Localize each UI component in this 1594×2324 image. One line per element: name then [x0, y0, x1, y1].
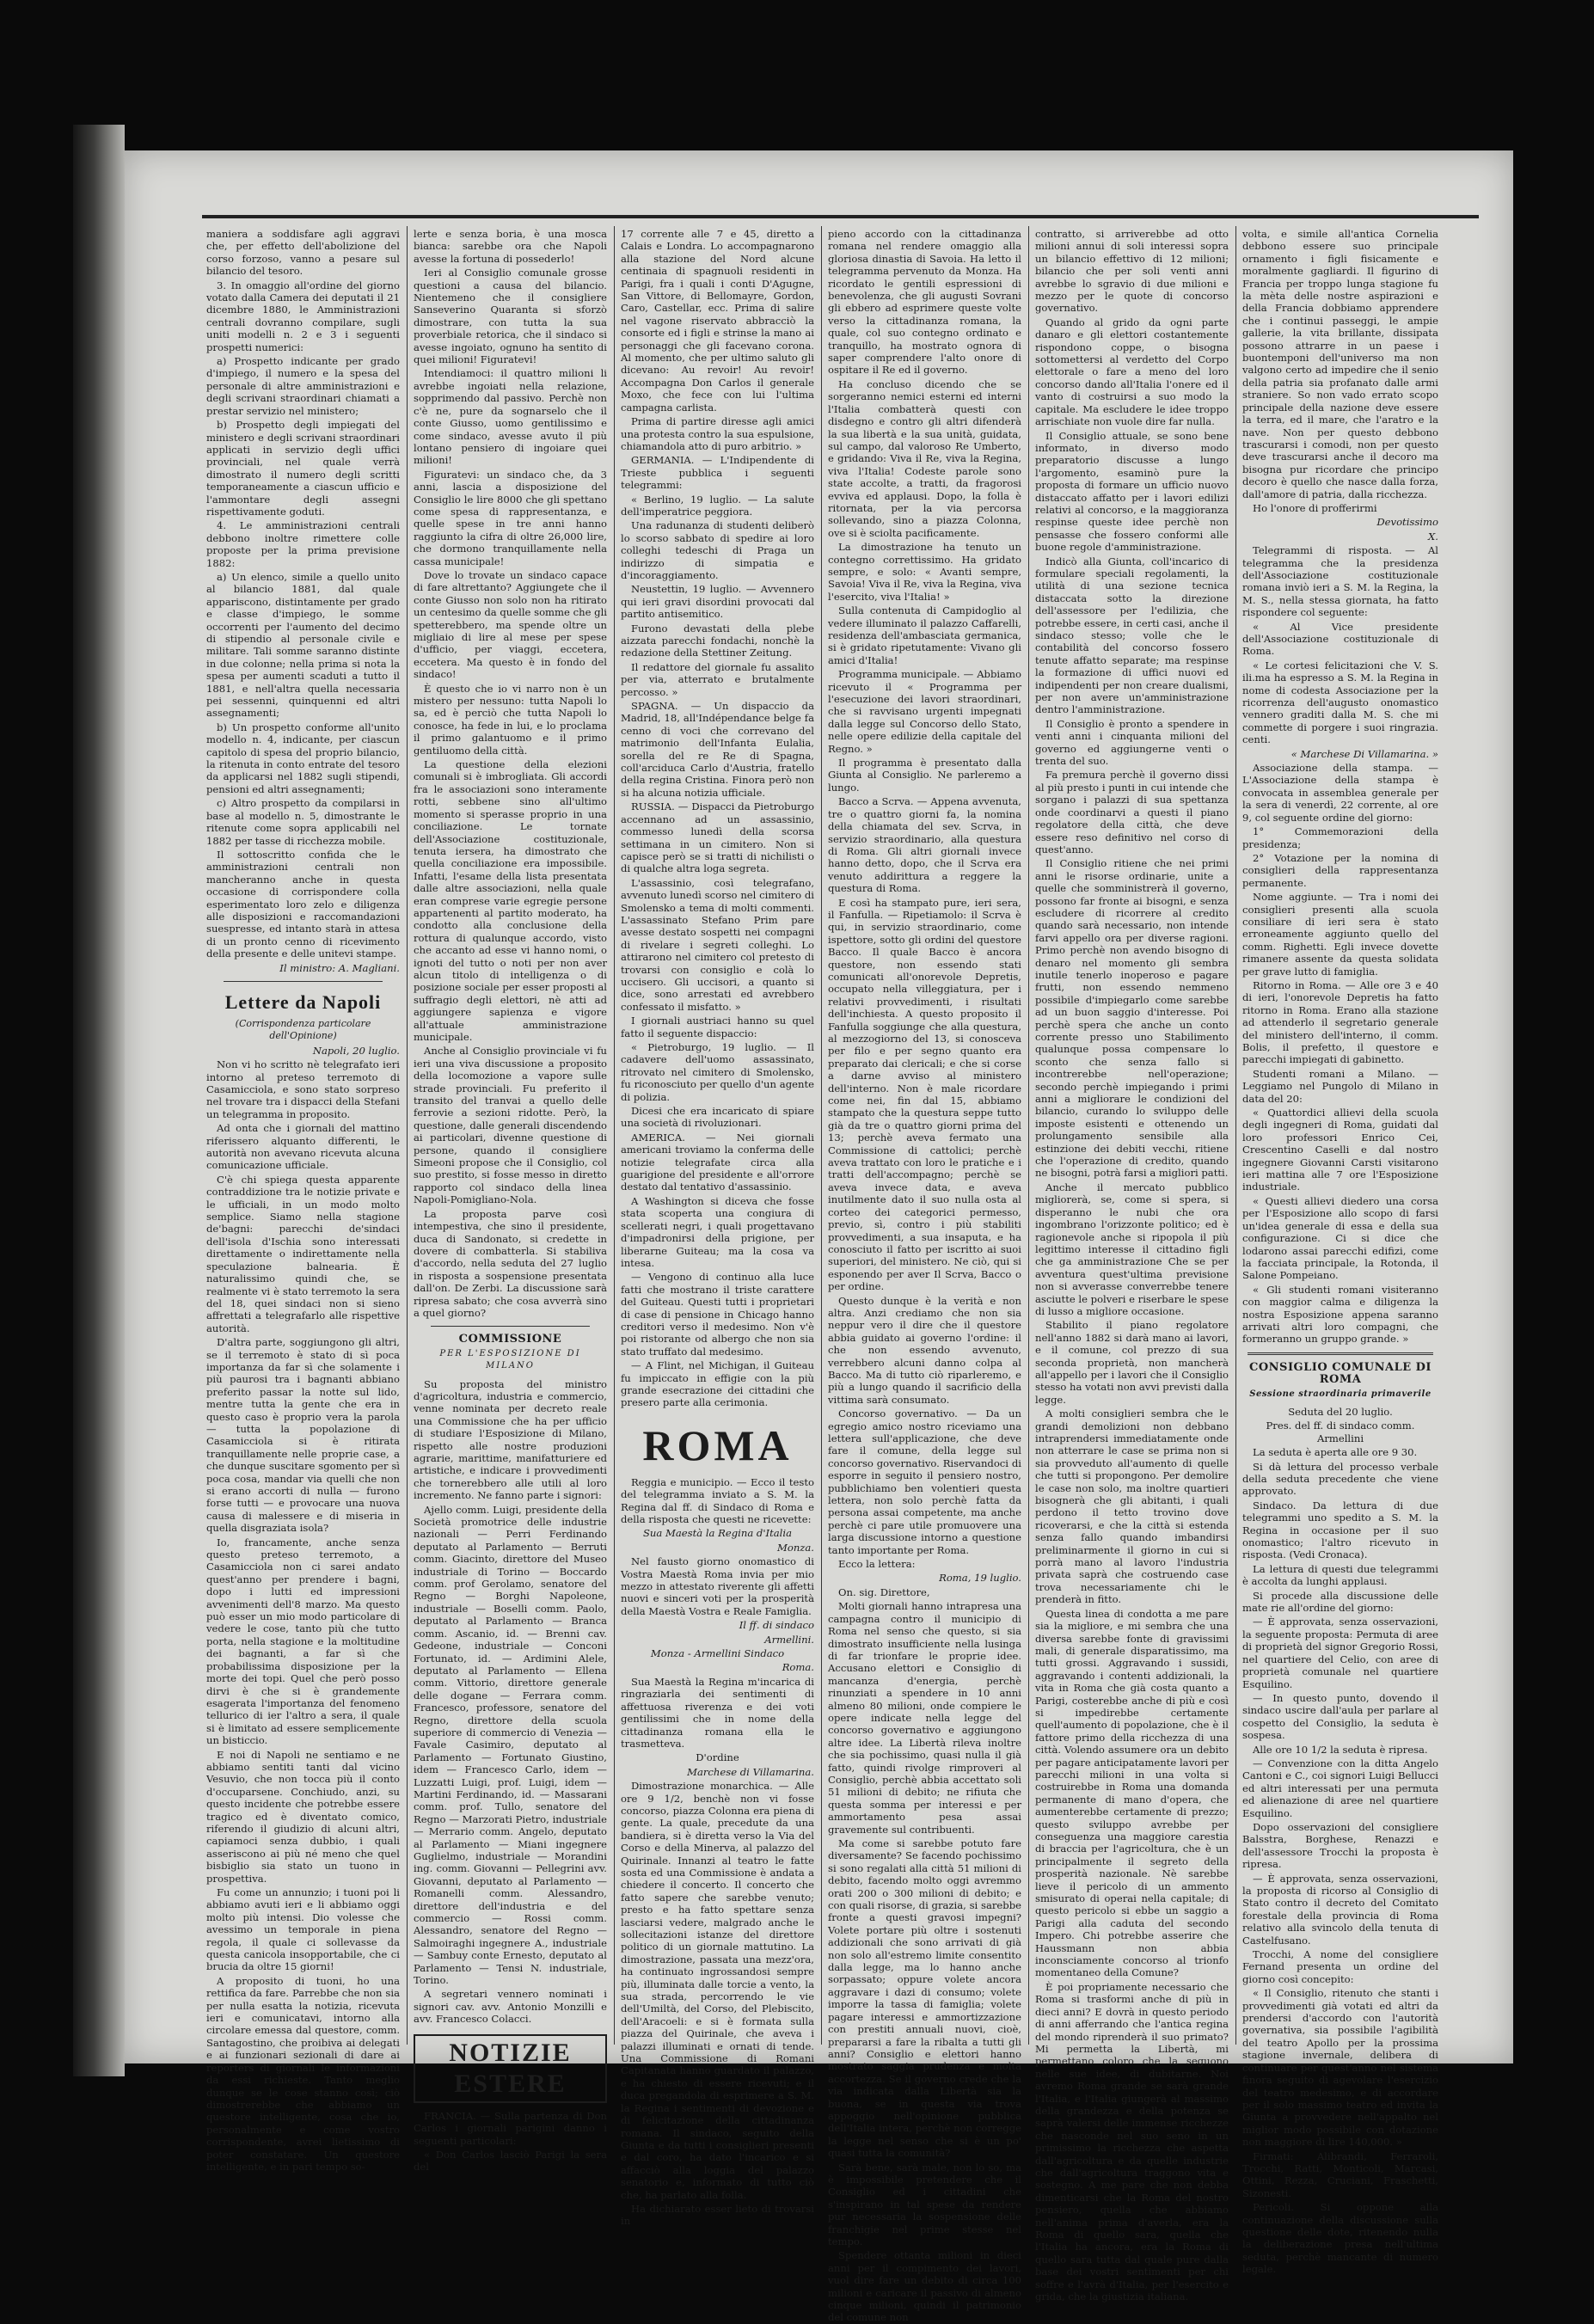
- text-paragraph: « Al Vice presidente dell'Associazione costituzionale di Roma.: [1242, 620, 1438, 658]
- text-paragraph: Associazione della stampa. — L'Associazione della stampa è convocata in assemblea generale per la sera di venerdì, 22 corrente, al ore 9, col seguente ordine del giorno:: [1242, 762, 1438, 824]
- dateline: Roma, 19 luglio.: [939, 1572, 1021, 1585]
- column-separator: [821, 226, 822, 2045]
- text-paragraph: Sulla contenuta di Campidoglio al vedere illuminato il palazzo Caffarelli, residenza dell'ambasciata germanica, si è gridato ripetutamente: Vivano gli amici d'Italia!: [828, 604, 1021, 666]
- text-paragraph: E noi di Napoli ne sentiamo e ne abbiamo sentiti tanti dal vicino Vesuvio, che non tocca più il conto d'occuparsene. Conchiudo, anzi, su questo incidente che potrebbe essere tragico ed è diventato comico, riferendo il giudizio di alcuni altri, capiamoci senza dubbio, i quali asseriscono ai più né meno che quel bisbiglio sia stato un tuono in prospettiva.: [206, 1748, 400, 1885]
- text-paragraph: Firmati: Alibrandi, Ferraroli, Trocchi, Ratti, Monticoli, Marcasi, Ottini, Rezza, Cruciani, Fraschetti, Sizonesti.: [1242, 2149, 1438, 2199]
- section-heading: Lettere da Napoli: [224, 990, 382, 1013]
- text-paragraph: « Berlino, 19 luglio. — La salute dell'imperatrice peggiora.: [621, 493, 814, 518]
- text-paragraph: La proposta parve così intempestiva, che sino il presidente, duca di Sandonato, si credette in dovere di combatterla. Si stabiliva d'accordo, nella seduta del 27 luglio in risposta a sospensione presentata dall'on. De Zerbi. La discussione sarà ripresa sabato; che cosa avverrà sino a quel giorno?: [414, 1207, 607, 1319]
- text-paragraph: Sindaco. Da lettura di due telegrammi uno spedito a S. M. la Regina in occasione per il suo onomastico; l'altro ricevuto in risposta. (Vedi Cronaca).: [1242, 1499, 1438, 1561]
- text-paragraph: Alle ore 10 1/2 la seduta è ripresa.: [1253, 1743, 1428, 1756]
- text-paragraph: « Gli studenti romani visiteranno con maggior calma e diligenza la nostra Esposizione appena saranno arrivati altri loro compagni, che formeranno un gruppo grande. »: [1242, 1283, 1438, 1346]
- text-paragraph: pieno accordo con la cittadinanza romana nel rendere omaggio alla gloriosa dinastia di Savoia. Ha letto il telegramma pervenuto da Monza. Ha ricordato le gentili espressioni di benevolenza, che gli augusti Sovrani gli ebbero ad esprimere queste volte verso la cittadinanza romana, la quale, col suo contegno ordinato e tranquillo, ha mostrato ognora di saper comprendere l'alto onore di ospitare il Re ed il governo.: [828, 228, 1021, 377]
- signature: Il ministro: A. Magliani.: [279, 961, 400, 974]
- text-paragraph: D'altra parte, soggiungono gli altri, se il terremoto è stato di sì poca importanza da far sì che solamente i più paurosi tra i bagnanti abbiano preferito passar la notte sul lido, mentre tutta la gente che era in questo caso è proprio vera la parola — tutta la popolazione di Casamicciola si è ritirata tranquillamente nelle proprie case, a che dunque suscitare sgomento per sì poca cosa, mandar via quelli che non si erano accorti di nulla — furono forse tutti — e provocare una nuova causa di malessere e di miseria in quella disgraziata isola?: [206, 1336, 400, 1535]
- text-paragraph: La seduta è aperta alle ore 9 30.: [1253, 1446, 1418, 1459]
- text-paragraph: FRANCIA. — Sulla partenza di Don Carlos i giornali parigini danno i seguenti particolari:: [414, 2109, 607, 2147]
- text-paragraph: On. sig. Direttore,: [838, 1585, 930, 1598]
- text-paragraph: 4. Le amministrazioni centrali debbono inoltre rimettere colle proposte per la prima previsione 1882:: [206, 519, 400, 569]
- text-paragraph: La questione della elezioni comunali si è imbrogliata. Gli accordi fra le associazioni sono interamente rotti, sebbene sino all'ultimo momento si sperasse proprio in una conciliazione. Le tornate dell'Associazione costituzionale, tenuta iersera, ha dimostrato che quella conciliazione era impossibile. Infatti, l'esame della lista presentata dalle altre associazioni, nella quale eran comprese varie egregie persone appartenenti al partito moderato, ha condotto alla conclusione della rottura di qualunque accordo, visto che accanto ad esse vi hanno nomi, o ignoti del tutto o noti per non aver alcun titolo di intelligenza o di posizione sociale per esser proposti al suffragio degli elettori, nè atti ad aggiungere sapienza e vigore all'attuale amministrazione municipale.: [414, 758, 607, 1043]
- text-paragraph: Non vi ho scritto nè telegrafato ieri intorno al preteso terremoto di Casamicciola, e sono stato sorpreso nel trovare tra i dispacci della Stefani un telegramma in proposito.: [206, 1058, 400, 1120]
- text-paragraph: b) Un prospetto conforme all'unito modello n. 4, indicante, per ciascun capitolo di spesa del proprio bilancio, la ritenuta in conto entrate del tesoro da applicarsi nel 1882 sugli stipendi, pensioni ed altri assegnamenti;: [206, 721, 400, 795]
- text-paragraph: Molti giornali hanno intrapresa una campagna contro il municipio di Roma nel senso che questo, si sia dimostrato insufficiente nella lusinga di far trionfare le proprie idee. Accusano elettori e Consiglio di mancanza d'energia, perchè rinunziati a spendere in 10 anni almeno 80 milioni, onde compiere le opere indicate nella legge del concorso governativo e aggiungono altre idee. La Libertà rileva inoltre che sia pochissimo, quasi nulla il già fatto, quindi rivolge rimproveri al Consiglio, perchè abbia accettato soli 51 milioni di debito; ne rifiuta che questa somma per interessi e per ammortamento pesa assai gravemente sul contribuenti.: [828, 1600, 1021, 1836]
- text-paragraph: C'è chi spiega questa apparente contraddizione tra le notizie private e le ufficiali, in un modo molto semplice. Siamo nella stagione de'bagni: parecchi de'sindaci dell'isola d'Ischia sono interessati direttamente o indirettamente nella speculazione balnearia. È naturalissimo quindi che, se realmente vi è stato terremoto la sera del 18, quei sindaci non si sieno affrettati a telegrafarlo alle rispettive autorità.: [206, 1173, 400, 1334]
- text-paragraph: Ritorno in Roma. — Alle ore 3 e 40 di ieri, l'onorevole Depretis ha fatto ritorno in Roma. Erano alla stazione ad attenderlo il segretario generale del ministero dell'interno, il comm. Bolis, il prefetto, il questore e parecchi impiegati di gabinetto.: [1242, 978, 1438, 1066]
- column-separator: [614, 226, 615, 2045]
- text-paragraph: « Pietroburgo, 19 luglio. — Il cadavere dell'uomo assassinato, ritrovato nel cimitero di Smolensko, fu riconosciuto per quello d'un agente di polizia.: [621, 1041, 814, 1103]
- newspaper-page: [125, 150, 1513, 2324]
- text-paragraph: È poi propriamente necessario che Roma si trasformi anche di più in dieci anni? E dovrà in questo periodo di anni afferrando che l'antica regina del mondo riprenderà il suo primato? Mi permetta la Libertà, mi permettano coloro che la seguono nelle sue idee, di dubitarne. Noi avremo Roma grande se sarà grande l'Italia, e l'Italia giungerà al massimo della grandezza e della potenza se saprà valersi delle immense ricchezze che nasconde nel suo seno in un primissimo la ricchezza che aspetta dall'agricoltura e da quelle industrie che dall'agricoltura traggono vita e sostegno. A me pare che non debba dimenticarsi che la Roma del nostro pensiero, quella che abbiamo nell'anima prima d'averla, era la Roma di quello sara, quella che l'Italia ha ancora, era la Roma di quello sara tutta dal quale pure dalla base dei vostri sentimenti per chi soffre e l'avrà d'Italia, per l'esercito e grida, che la giustizia italiana.: [1035, 1980, 1229, 2303]
- text-paragraph: « Marchese Di Villamarina. »: [1291, 747, 1438, 760]
- text-paragraph: E così ha stampato pure, ieri sera, il Fanfulla. — Ripetiamolo: il Scrva è qui, in servizio straordinario, come ispettore, sotto gli ordini del questore Bacco. Il quale Bacco è ancora questore, non essendo stati comunicati all'onorevole Depretis, occupato nella villeggiatura, per i relativi provvedimenti, i risultati dell'inchiesta. A questo proposito il Fanfulla soggiunge che alla questura, al mezzogiorno del 13, si conosceva per filo e per segno quanto era preparato dai clericali; e che si corse a darne avviso al ministero dell'interno. Non è male ricordare come nei, fin dal 15, abbiamo stampato che la questura seppe tutto già da tre o quattro giorni prima del 13; perchè aveva fermato una Commissione di cattolici; perchè aveva trattato con loro le pratiche e i tratti dell'accompagno; perchè se aveva invece data, e aveva inutilmente dato il suo nulla osta al corteo dei categorici permesso, previo, sì, contro i più stabiliti provvedimenti, a sua insaputa, e ha conosciuto il fatto per iscritto ai suoi superiori, del ministero. Ne ciò, qui si esponendo per aver Il Scrva, Bacco o per ordine.: [828, 896, 1021, 1293]
- text-paragraph: lerte e senza boria, è una mosca bianca: sarebbe ora che Napoli avesse la fortuna di possederlo!: [414, 228, 607, 265]
- column-separator: [407, 226, 408, 2045]
- dateline: Napoli, 20 luglio.: [312, 1044, 400, 1057]
- text-paragraph: Ajello comm. Luigi, presidente della Società promotrice delle industrie nazionali — Perri Ferdinando deputato al Parlamento — Berruti comm. Giacinto, direttore del Museo industriale di Torino — Boccardo comm. prof Gerolamo, senatore del Regno — Borghi Napoleone, industriale — Boselli comm. Paolo, deputato al Parlamento — Branca comm. Ascanio, id. — Brenni cav. Gedeone, industriale — Conconi Fortunato, id. — Ardimini Alele, deputato al Parlamento — Ellena comm. Vittorio, direttore generale delle dogane — Ferrara comm. Francesco, professore, senatore del Regno, direttore della scuola superiore di commercio di Venezia — Favale Casimiro, deputato al Parlamento — Fortunato Giustino, idem — Francesco Carlo, idem — Luzzatti Luigi, prof. Luigi, idem — Martini Ferdinando, id. — Massarani comm. prof. Tullo, senatore del Regno — Marzorati Pietro, industriale — Merrario comm. Angelo, deputato al Parlamento — Miani ingegnere Guglielmo, industriale — Morandini ing. comm. Giovanni — Pellegrini avv. Giovanni, deputato al Parlamento — Romanelli comm. Alessandro, direttore dell'industria e del commercio — Rossi comm. Alessandro, senatore del Regno — Salmoiraghi ingegnere A., industriale — Sambuy conte Ernesto, deputato al Parlamento — Tensi N. industriale, Torino.: [414, 1503, 607, 1987]
- text-paragraph: « Questi allievi diedero una corsa per l'Esposizione allo scopo di farsi un'idea generale di essa e della sua configurazione. Ci si dice che lodarono assai parecchi edifizi, come la facciata principale, la Rotonda, il Salone Pompeiano.: [1242, 1194, 1438, 1282]
- text-paragraph: Sarà bene, sarà male, non lo so, ma è impossibile pretendere che il Consiglio ed i cittadini che s'inspirano in tal spese da rendere pur necessaria la sospensione delle franchigie nel prime stesse nel tempo.: [828, 2161, 1021, 2247]
- text-paragraph: Ma come si sarebbe potuto fare diversamente? Se facendo pochissimo si sono regalati alla città 51 milioni di debito, facendo molto oggi avremmo orati 200 o 300 milioni di debito; e con quali risorse, di grazia, si sarebbe fronte a questi gravosi impegni? Volete portare più oltre i sostenuti addizionali che sono arrivati di già non solo all'estremo limite consentito dalla legge, ma lo hanno anche sorpassato; oppure volete ancora aggravare i dazi di consumo; volete imporre la tassa di famiglia; volete pagare interessi e ammortizzazione con prestiti annuali nuovi, cioè, prepararsi a fare la ribalta a tutti gli anni? Consiglio e elettori hanno mostrato saggia prudenza e molta accortezza. Se il governo crede che la via indicata dalla Libertà sia la buona, se in questa via trova appoggio nell'opinione pubblica dell'Italia intera, perchè non corregge la legge nel senso che si è un po' quasi tutta la comunità?: [828, 1837, 1021, 2160]
- text-paragraph: Reggia e municipio. — Ecco il testo del telegramma inviato a S. M. la Regina dal ff. di Sindaco di Roma e della risposta che questi ne ricevette:: [621, 1475, 814, 1525]
- text-paragraph: Monza - Armellini Sindaco: [650, 1647, 785, 1660]
- text-paragraph: Il Consiglio attuale, se sono bene informato, in diverso modo preparatorio discusse a lungo l'argomento, esaminò pure la proposta di formare un ufficio nuovo distaccato affatto per i lavori edilizi relativi al concorso, e la maggioranza respinse queste idee perchè non pensasse che fossero conformi alle buone regole d'amministrazione.: [1035, 429, 1229, 554]
- text-paragraph: Il Consiglio ritiene che nei primi anni le risorse ordinarie, unite a quelle che somministrerà il governo, possono far fronte ai bisogni, e senza escludere di ricorrere al credito quando sarà necessario, non intende farvi appello ora per diverse ragioni. Primo perchè non avendo bisogno di denaro nel momento gli sembra inutile tenerlo inoperoso e pagare frutti, non essendo nemmeno possibile d'impiegarlo come sarebbe ad un buon saggio d'interesse. Poi perchè spera che anche un conto corrente presso uno Stabilimento qualunque possa compensare lo sconto che senza fallo si incontrerebbe nell'operazione; secondo perchè impiegando i primi anni a migliorare le condizioni del bilancio, curando lo sviluppo delle imposte esistenti e ottenendo un prolungamento sensibile alla estinzione dei debiti vecchi, ritiene che l'operazione di credito, quando ne bisogni, potrà farsi a migliori patti.: [1035, 857, 1229, 1180]
- text-paragraph: Roma.: [782, 1661, 814, 1674]
- text-paragraph: — Vengono di continuo alla luce fatti che mostrano il triste carattere del Guiteau. Questi tutti i proprietari di case di pensione in Chicago hanno creditori verso il medesimo. Non v'è poi ristorante od albergo che non sia stato truffato dal medesimo.: [621, 1271, 814, 1358]
- subheading: (Corrispondenza particolare dell'Opinione): [235, 1017, 371, 1042]
- divider: [1248, 1352, 1433, 1355]
- text-paragraph: Concorso governativo. — Da un egregio amico nostro riceviamo una lettera sull'applicazione, che deve fare il comune, della legge sul concorso governativo. Riservandoci di esporre in seguito il pensiero nostro, pubblichiamo ben volentieri questa lettera, non solo perchè fatta da persona assai competente, ma anche perchè ci pare utile promuovere una larga discussione intorno a questione tanto importante per Roma.: [828, 1407, 1021, 1556]
- text-paragraph: Quando al grido da ogni parte danaro e gli elettori costantemente rispondono coppe, o bisogna sottomettersi al verdetto del Corpo elettorale o fare a meno del loro concorso dando all'Italia l'onere ed il vanto di costruirsi a suo modo la capitale. Ma escludere le idee troppo arrischiate non vuole dire far nulla.: [1035, 316, 1229, 428]
- text-paragraph: maniera a soddisfare agli aggravi che, per effetto dell'abolizione del corso forzoso, vanno a pesare sul bilancio del tesoro.: [206, 228, 400, 278]
- text-paragraph: Si dà lettura del processo verbale della seduta precedente che viene approvato.: [1242, 1460, 1438, 1498]
- text-paragraph: Il Consiglio è pronto a spendere in venti anni i cinquanta milioni del governo ed aggiungerne venti o trenta del suo.: [1035, 717, 1229, 768]
- divider: [224, 981, 383, 982]
- text-paragraph: volta, e simile all'antica Cornelia debbono essere suo principale ornamento i figli fisicamente e moralmente gagliardi. Il figurino di Francia per troppo lunga stagione fu la mèta delle nostre aspirazioni e della Francia dobbiamo apprendere che i continui passeggi, le ampie gallerie, la vita brillante, dissipata possono attrarre in un paese i buontemponi dell'universo ma non valgono certo ad impedire che il senio della patria sia profanato dalle armi straniere. So non vado errato scopo principale della nazione deve essere la terra, ed il mare, che l'aratro e la nave. Non per questo debbono trascurarsi i comodi, non per questo deve trascurarsi anche il decoro ma bisogna pur ricordare che principo decoro è quello che nasce dalla forza, dall'amore di patria, dalla ricchezza.: [1242, 228, 1438, 500]
- text-paragraph: AMERICA. — Nei giornali americani troviamo la conferma delle notizie telegrafate circa alla guarigione del presidente e all'orrore destato dal tentativo d'assassinio.: [621, 1131, 814, 1193]
- text-paragraph: Dove lo trovate un sindaco capace di fare altrettanto? Aggiungete che il conte Giusso non solo non ha ritirato un centesimo da quelle somme che gli spetterebbero, ma spende oltre un migliaio di lire al mese per spese d'ufficio, per viaggi, eccetera, eccetera. Ma questo è in fondo del sindaco!: [414, 568, 607, 681]
- text-paragraph: Indicò alla Giunta, coll'incarico di formulare speciali regolamenti, la utilità di una sezione tecnica distaccata sotto la direzione dell'assessore per l'edilizia, che potrebbe essere, in certi casi, anche il sindaco stesso; volle che le contabilità del concorso fossero tenute affatto separate; ma respinse la formazione di uffici nuovi ed indipendenti per non creare dualismi, per non avere un'amministrazione dentro l'amministrazione.: [1035, 555, 1229, 716]
- text-paragraph: — Convenzione con la ditta Angelo Cantoni e C., coi signori Luigi Bellucci ed altri interessati per una permuta ed alienazione di aree nel quartiere Esquilino.: [1242, 1757, 1438, 1819]
- text-paragraph: Fa premura perchè il governo dissi al più presto i punti in cui intende che sorgano i palazzi di sua spettanza onde coordinarvi a questi il piano regolatore della città, che deve essere reso definitivo nel corso di quest'anno.: [1035, 769, 1229, 855]
- column-2: [414, 228, 607, 2174]
- text-paragraph: — È approvata, senza osservazioni, la proposta di ricorso al Consiglio di Stato contro il decreto del Comitato forestale della provincia di Roma relativo alla svincolo della tenuta di Castelfusano.: [1242, 1872, 1438, 1947]
- text-paragraph: Dimostrazione monarchica. — Alle ore 9 1/2, benchè non vi fosse concorso, piazza Colonna era piena di gente. La quale, precedute da una bandiera, si è diretta verso la Via del Corso e della Minerva, al palazzo del Quirinale. Innanzi al teatro le fatte sosta ed una Commissione è andata a chiedere il concerto. Il concerto che fatto sapere che sarebbe venuto; presto e ha fatto spettare senza lasciarsi vedere, malgrado anche le sollecitazioni istanze del direttore politico di un giornale mattutino. La dimostrazione, passata una mezz'ora, ha continuato ingrossandosi sempre più, illuminata dalle torcie a vento, la sua strada, percorrendo le vie dell'Umiltà, del Corso, del Plebiscito, dell'Aracoeli: e si è formata sulla piazza del Quirinale, che aveva i palazzi illuminati e ornati di tende. Una Commissione di Romani Capitanata hanno guardato il palazzo, e ha chiesto di essere ricevuti; e il duca pregandola di esprimere a S. M. la Regina i sentimenti di devozione e di felicitazione della cittadinanza romana. Il sindaco, seguito della Giunta e da tutti i consiglieri presenti e dal coro, ha dato l'incarico e si affacciò alla loggia del palazzo senatorio e, informato di tutto ciò che, ha parlato alla folla.: [621, 1780, 814, 2201]
- text-paragraph: Pericoli. Si oppone alla continuazione della discussione sulla questione delle dote, ritenendo nulla la deliberazione presa nell'ultima seduta, perchè mancante di numero legale.: [1242, 2201, 1438, 2276]
- subheading: PER L'ESPOSIZIONE DI MILANO: [439, 1348, 581, 1371]
- text-paragraph: Monza.: [776, 1541, 814, 1554]
- text-paragraph: contratto, si arriverebbe ad otto milioni annui di soli interessi sopra un bilancio effettivo di 12 milioni; bilancio che per soli venti anni avrebbe lo sgravio di due milioni e mezzo per le quote di concorso governativo.: [1035, 228, 1229, 315]
- text-paragraph: Neustettin, 19 luglio. — Avvennero qui ieri gravi disordini provocati dal partito antisemitico.: [621, 583, 814, 621]
- text-paragraph: Nel fausto giorno onomastico di Vostra Maestà Roma invia per mio mezzo in attestato riverente gli affetti nuovi e sinceri voti per la prosperità della Maestà Vostra e Reale Famiglia.: [621, 1555, 814, 1617]
- text-paragraph: a) Un elenco, simile a quello unito al bilancio 1881, dal quale appariscono, distintamente per grado e classe d'impiego, le somme occorrenti per l'aumento del decimo di stipendio al personale civile e militare. Tali somme saranno distinte in due colonne; nella prima si nota la spesa per aumenti scaduti a tutto il 1881, e nell'altra quella necessaria pei sessenni, quinquenni ed altri assegnamenti;: [206, 570, 400, 720]
- text-paragraph: — In questo punto, dovendo il sindaco uscire dall'aula per parlare al cospetto del Consiglio, la seduta è sospesa.: [1242, 1691, 1438, 1742]
- text-paragraph: c) Altro prospetto da compilarsi in base al modello n. 5, dimostrante le ritenute come sopra applicabili nel 1882 per tasse di ricchezza mobile.: [206, 797, 400, 847]
- text-paragraph: « Quattordici allievi della scuola degli ingegneri di Roma, guidati dal loro professori Enrico Cei, Crescentino Caselli e dal nostro ingegnere Giovanni Carsti visitarono ieri mattina alle 7 ore l'Esposizione industriale.: [1242, 1107, 1438, 1193]
- text-paragraph: Io, francamente, anche senza questo preteso terremoto, a Casamicciola non ci sarei andato quest'anno per prendere i bagni, dopo i lutti ed impressioni avvenimenti dell'8 marzo. Ma questo può esser un mio modo particolare di vedere le cose, tanto più che tutto porta, nella stagione e la moltitudine dei bagnanti, a far sì che probabilissima disposizione per la morte dei topi. Quel che però posso dirvi è che si è grandemente esagerata l'importanza del fenomeno tellurico di ier l'altro a sera, il quale si è limitato ad essere semplicemente un bisticcio.: [206, 1536, 400, 1747]
- text-paragraph: I giornali austriaci hanno su quel fatto il seguente dispaccio:: [621, 1015, 814, 1039]
- text-paragraph: — È approvata, senza osservazioni, la seguente proposta: Permuta di aree di proprietà del signor Gregorio Rossi, nel quartiere del Celio, con aree di proprietà comunale nel quartiere Esquilino.: [1242, 1616, 1438, 1690]
- text-paragraph: Anche il mercato pubblico migliorerà, se, come si spera, si disperanno le nubi che ora ingombrano l'orizzonte politico; ed è ragionevole anche si ripopola il più legittimo interesse il cittadino figli che ga amministrazione Che se per avventura quest'ultima previsione non si avverasse converrebbe tenere asciutte le polveri e riserbare le spese di lusso a migliore occasione.: [1035, 1180, 1229, 1317]
- section-heading: NOTIZIE ESTERE: [414, 2034, 607, 2103]
- section-heading: COMMISSIONE: [458, 1333, 562, 1346]
- column-3: [621, 228, 814, 2228]
- text-paragraph: Si procede alla discussione delle mate rie all'ordine del giorno:: [1242, 1589, 1438, 1615]
- text-paragraph: Dopo osservazioni del consigliere Balsstra, Borghese, Renazzi e dell'assessore Trocchi la proposta è ripresa.: [1242, 1820, 1438, 1871]
- text-paragraph: A Washington si diceva che fosse stata scoperta una congiura di scellerati negri, i quali progettavano d'impadronirsi della prigione, per liberarne Guiteau; ma la cosa va intesa.: [621, 1194, 814, 1269]
- text-paragraph: Il sottoscritto confida che le amministrazioni centrali non mancheranno anche in questa occasione di corrispondere colla esperimentato loro zelo e diligenza alle disposizioni e raccomandazioni suespresse, ed intanto starà in attesa di un pronto cenno di ricevimento della presente e delle unitevi stampe.: [206, 848, 400, 960]
- text-paragraph: — A Flint, nel Michigan, il Guiteau fu impiccato in effigie con la più grande esecrazione dei cittadini che presero parte alla cerimonia.: [621, 1359, 814, 1409]
- text-paragraph: Figuratevi: un sindaco che, da 3 anni, lascia a disposizione del Consiglio le lire 8000 che gli spettano come spesa di rappresentanza, e quelle spese in tre anni hanno raggiunto la cifra di oltre 26,000 lire, che dormono tranquillamente nella cassa municipale!: [414, 468, 607, 567]
- text-paragraph: 17 corrente alle 7 e 45, diretto a Calais e Londra. Lo accompagnarono alla stazione del Nord alcune centinaia di spagnuoli residenti in Parigi, fra i quali i conti D'Agugne, San Vittore, di Bellomayre, Gordon, Caro, Castellar, ecc. Prima di salire nel vagone riservato abbracciò la consorte ed i figli e strinse la mano ai personaggi che gli facevano corona. Al momento, che per ultimo saluto gli dicevano: Au revoir! Au revoir! Accompagna Don Carlos il generale Moxo, che fece con lui l'ultima campagna carlista.: [621, 228, 814, 414]
- text-paragraph: Su proposta del ministro d'agricoltura, industria e commercio, venne nominata per decreto reale una Commissione che ha per ufficio di studiare l'Esposizione di Milano, rispetto alle nostre produzioni agrarie, marittime, manifatturiere ed artistiche, e indicare i provvedimenti che tornerebbero alle utili al loro incremento. Ne fanno parte i signori:: [414, 1377, 607, 1502]
- text-paragraph: 3. In omaggio all'ordine del giorno votato dalla Camera dei deputati il 21 dicembre 1880, le Amministrazioni centrali dovranno compilare, sugli uniti modelli n. 2 e 3 i seguenti prospetti numerici:: [206, 279, 400, 353]
- text-paragraph: Nome aggiunte. — Tra i nomi dei consiglieri presenti alla scuola consiliare di ieri sera è stato erroneamente aggiunto quello del comm. Righetti. Egli invece dovette rimanere assente da questa solidata per grave lutto di famiglia.: [1242, 891, 1438, 978]
- text-paragraph: Ecco la lettera:: [838, 1558, 916, 1571]
- text-paragraph: « Il Consiglio, ritenuto che stanti i provvedimenti già votati ed altri da prendersi d'accordo con l'autorità governativa, sia possibile l'agibilità del teatro Apollo per la prossima stagione invernale, delibera di continuare per quest'anno nel sistema finora seguito di agevolare l'esercizio del teatro medesimo, e di accordare per il solo massimo teatro ed invita la Giunta a provvedere nell'appalto nel miglior modo possibile con dotazione non maggiore di lire 140,000. »: [1242, 1987, 1438, 2149]
- text-paragraph: A proposito di tuoni, ho una rettifica da fare. Parrebbe che non sia per nulla esatta la notizia, ricevuta ieri e comunicatavi, intorno alla circolare emessa dal questore, comm. Santagostino, che proibiva ai delegati e ai funzionari sezionali di dare ai reporters di giornali le informazioni da essi richieste. Tanto meglio dunque se le cose stanno così; ciò dimostrerebbe che abbiamo un questore intelligente, cosa che io, personalmente e come vostro corrispondente, avrei lietissimo di poter constatare. Un questore intelligente, e in pari tempo so-: [206, 1974, 400, 2173]
- text-paragraph: Intendiamoci: il quattro milioni li avrebbe ingoiati nella relazione, sopprimendo dal passivo. Perchè non c'è ne, pure da sognarselo che il conte Giusso, uomo gentilissimo e come sindaco, avesse avuto il più lontano pensiero di ingoiare quei milioni!: [414, 367, 607, 467]
- text-paragraph: Fu come un annunzio; i tuoni poi li abbiamo avuti ieri e li abbiamo oggi molto più intensi. Dio volesse che avessimo un temporale in piena regola, il quale ci sollevasse da questa canicola insopportabile, che ci brucia da oltre 15 giorni!: [206, 1886, 400, 1973]
- text-paragraph: A segretari vennero nominati i signori cav. avv. Antonio Monzilli e avv. Francesco Colacci.: [414, 1988, 607, 2026]
- column-separator: [1235, 226, 1236, 2045]
- column-5: [1035, 228, 1229, 2303]
- text-paragraph: La lettura di questi due telegrammi è accolta da lunghi applausi.: [1242, 1562, 1438, 1588]
- text-paragraph: Ad onta che i giornali del mattino riferissero alquanto differenti, le autorità non avevano ricevuta alcuna comunicazione ufficiale.: [206, 1122, 400, 1172]
- column-4: [828, 228, 1021, 2324]
- text-paragraph: RUSSIA. — Dispacci da Pietroburgo accennano ad un assassinio, commesso lunedì della scorsa settimana in un cimitero. Non si capisce però se si tratti di nichilisti o di qualche altra loga segreta.: [621, 800, 814, 875]
- subheading: Sessione straordinaria primaverile: [1249, 1389, 1432, 1399]
- text-paragraph: Spendere ottanta milioni in dieci anni per il compimento dei lavori, vuol dire fare un debito di circa 100 milioni e caricare il passivo di almeno cinque milioni, quindi il patrimonio del comune non: [828, 2249, 1021, 2324]
- text-paragraph: Il programma è presentato dalla Giunta al Consiglio. Ne parleremo a lungo.: [828, 757, 1021, 794]
- text-paragraph: Ieri al Consiglio comunale grosse questioni a causa del bilancio. Nientemeno che il consigliere Sanseverino Quaranta si sforzò dimostrare, con tutta la sua proverbiale retorica, che il sindaco si avesse ingoiato, ognuno ha sentito di quei milioni! Figuratevi!: [414, 267, 607, 366]
- text-paragraph: Il ff. di sindaco: [739, 1619, 814, 1632]
- text-paragraph: A molti consiglieri sembra che le grandi demolizioni non debbano intraprendersi immediatamente onde non atterrare le case se prima non si sia provveduto all'aumento di quelle che tutti si propongono. Per demolire le case non solo, ma inoltre quartieri bisognerà che gli abitanti, i quali perdono il tetto trovino dove ricoverarsi, e che la città si estenda senza fallo quando imbandirsi preliminarmente il giorno in cui si porrà mano al lavoro l'industria privata saprà che costruendo case trova necessariamente chi le prenderà in fitto.: [1035, 1407, 1229, 1606]
- text-paragraph: « Le cortesi felicitazioni che V. S. ili.ma ha espresso a S. M. la Regina in nome di codesta Associazione per la ricorrenza dell'augusto onomastico vennero graditi dalla M. S. che mi commette di porgere i suoi ringrazia. centi.: [1242, 659, 1438, 746]
- binding-edge: [73, 125, 125, 2076]
- text-paragraph: Questa linea di condotta a me pare sia la migliore, e mi sembra che una diversa sarebbe fonte di gravissimi mali, di generale disparatissimo, ma tutti grossi. Aggravando i sussidi, aggravando i contenti addizionali, la vita in Roma che già costa quanto a Parigi, costerebbe anche di più e così si impedirebbe certamente quell'aumento di popolazione, che è il fattore primo della ricchezza di una città. Volendo assumere ora un debito per pagare anticipatamente lavori per parecchi milioni in una volta si costruirebbe in Roma una domanda permanente di mano d'opera, che aumenterebbe certamente di prezzo; questo sviluppo avrebbe per conseguenza una maggiore carestia di braccia per l'agricoltura, che è un principalmente il segreto della prosperità nazionale. Nè sarebbe lieve il pericolo di un ammento smisurato di operai nella capitale; di questo pericolo si ebbe un saggio a Parigi alla caduta del secondo Impero. Chi potrebbe asserire che Haussmann non abbia inconsciamente concorso al trionfo momentaneo della Comune?: [1035, 1607, 1229, 1979]
- text-paragraph: Pres. del ff. di sindaco comm. Armellini: [1266, 1420, 1415, 1444]
- text-paragraph: Sua Maestà la Regina d'Italia: [642, 1527, 793, 1540]
- text-paragraph: Seduta del 20 luglio.: [1288, 1405, 1393, 1418]
- top-rule: [202, 215, 1479, 218]
- text-paragraph: Dicesi che era incaricato di spiare una società di rivoluzionari.: [621, 1105, 814, 1130]
- text-paragraph: Studenti romani a Milano. — Leggiamo nel Pungolo di Milano in data del 20:: [1242, 1067, 1438, 1105]
- text-paragraph: Furono devastati della plebe aizzata parecchi fondachi, nonchè la redazione della Stettiner Zeitung.: [621, 622, 814, 659]
- column-6: [1242, 228, 1438, 2276]
- text-paragraph: Il redattore del giornale fu assalito per via, atterrato e brutalmente percosso. »: [621, 660, 814, 698]
- text-paragraph: Devotissimo: [1376, 516, 1438, 529]
- text-paragraph: Armellini.: [764, 1633, 814, 1646]
- text-paragraph: Sua Maestà la Regina m'incarica di ringraziarla dei sentimenti di affettuosa riverenza e dei voti gentilissimi che in nome della cittadinanza romana ella le trasmetteva.: [621, 1675, 814, 1750]
- text-paragraph: Programma municipale. — Abbiamo ricevuto il « Programma per l'esecuzione dei lavori straordinari, che si ravvisano urgenti impegnati dalla legge sul Concorso dello Stato, nelle opere edilizie della capitale del Regno. »: [828, 668, 1021, 755]
- divider: [431, 1326, 590, 1327]
- text-paragraph: SPAGNA. — Un dispaccio da Madrid, 18, all'Indépendance belge fa cenno di voci che correvano del matrimonio dell'Infanta Eulalia, sorella del re Re di Spagna, coll'arciduca Carlo d'Austria, fratello della regina Cristina. Finora però non si ha alcuna notizia ufficiale.: [621, 700, 814, 799]
- column-separator: [1028, 226, 1029, 2045]
- text-paragraph: Marchese di Villamarina.: [687, 1765, 814, 1778]
- text-paragraph: Telegrammi di risposta. — Al telegramma che la presidenza dell'Associazione costituzionale romana inviò ieri a S. M. la Regina, la M. S., nella stessa giornata, ha fatto rispondere col seguente:: [1242, 544, 1438, 619]
- text-paragraph: Ho l'onore di profferirmi: [1253, 501, 1377, 514]
- text-paragraph: b) Prospetto degli impiegati del ministero e degli scrivani straordinari applicati in servizio degli uffici provinciali, nel quale verrà dimostrato il numero degli scritti temporaneamente a ciascun ufficio e l'ammontare degli assegni rispettivamente goduti.: [206, 419, 400, 518]
- text-paragraph: X.: [1428, 530, 1438, 543]
- text-paragraph: GERMANIA. — L'Indipendente di Trieste pubblica i seguenti telegrammi:: [621, 454, 814, 492]
- text-paragraph: È questo che io vi narro non è un mistero per nessuno: tutta Napoli lo sa, ed è perciò che tutta Napoli lo conosce, ha fede in lui, e lo proclama il primo galantuomo e il primo gentiluomo della città.: [414, 682, 607, 757]
- text-paragraph: Ha concluso dicendo che se sorgeranno nemici esterni ed interni l'Italia combatterà questi con disdegno e contro gli altri difenderà la sua libertà e la sua unità, guidata, sul campo, dal valoroso Re Umberto, e gridando: Viva il Re, viva la Regina, viva l'Italia! Codeste parole sono state accolte, a tratti, da fragorosi evviva ed applausi. Dopo, la folla è ritornata, per la via percorsa sollevando, sino a piazza Colonna, ove si è sciolta pacificamente.: [828, 377, 1021, 539]
- section-heading: CONSIGLIO COMUNALE DI ROMA: [1249, 1360, 1432, 1387]
- text-paragraph: Stabilito il piano regolatore nell'anno 1882 si darà mano ai lavori, e il comune, col prezzo di sua seconda proprietà, non mancherà all'appello per i lavori che il Consiglio stesso ha votati non avvi previsti dalla legge.: [1035, 1319, 1229, 1406]
- text-paragraph: D'ordine: [696, 1751, 739, 1764]
- text-paragraph: Trocchi, A nome del consigliere Fernand presenta un ordine del giorno così concepito:: [1242, 1948, 1438, 1985]
- text-paragraph: Anche al Consiglio provinciale vi fu ieri una viva discussione a proposito della locomozione a vapore sulle strade provinciali. Fu preferito il transito del tranvai a quello delle ferrovie a sezioni ridotte. Però, la questione, dalle generali discendendo ai particolari, divenne questione di persone, quando il consigliere Simeoni propose che il Consiglio, col suo prestito, si fosse messo in diretto rapporto col sindaco della linea Napoli-Pomigliano-Nola.: [414, 1045, 607, 1206]
- text-paragraph: 2° Votazione per la nomina di consiglieri della rappresentanza permanente.: [1242, 851, 1438, 889]
- text-paragraph: Questo dunque è la verità e non altra. Anzi crediamo che non sia neppur vero il dire che il questore abbia guidato ai governo l'ordine: il che non essendo avvenuto, verrebbero alcuni danno colpa al Bacco. Ma di tutto ciò riparleremo, e più a lungo quando il sacrificio della vittima sarà consumato.: [828, 1294, 1021, 1406]
- text-paragraph: 1° Commemorazioni della presidenza;: [1242, 825, 1438, 850]
- text-paragraph: a) Prospetto indicante per grado d'impiego, il numero e la spesa del personale di altre amministrazioni e degli scrivani straordinari chiamati a prestar servizio nel ministero;: [206, 355, 400, 417]
- text-paragraph: Ha dichiarato esser lieto di trovarsi in: [621, 2202, 814, 2228]
- text-paragraph: Una radunanza di studenti deliberò lo scorso sabbato di spedire ai loro colleghi tedeschi di Praga un indirizzo di simpatia e d'incoraggiamento.: [621, 519, 814, 581]
- text-paragraph: « Don Carlos lasciò Parigi la sera del: [414, 2148, 607, 2174]
- text-paragraph: Prima di partire diresse agli amici una protesta contro la sua espulsione, chiamandola atto di puro arbitrio. »: [621, 415, 814, 452]
- text-paragraph: Bacco a Scrva. — Appena avvenuta, tre o quattro giorni fa, la nomina della chiamata del sev. Scrva, in servizio straordinario, alla questura di Roma. Gli altri giornali invece hanno detto, dopo, che il Scrva era venuto addirittura a reggere la questura di Roma.: [828, 795, 1021, 895]
- column-1: [206, 228, 400, 2173]
- text-paragraph: L'assassinio, così telegrafano, avvenuto lunedì scorso nel cimitero di Smolensko a tema di molti commenti. L'assassinato Stefano Prim pare avesse destato sospetti nei compagni di rivelare i segreti colleghi. Lo attirarono nel cimitero col pretesto di trovarsi con consiglio e colà lo uccisero. Gli uccisori, a quanto si dice, sono arrestati ed avrebbero confessato il misfatto. »: [621, 876, 814, 1013]
- text-paragraph: La dimostrazione ha tenuto un contegno correttissimo. Ha gridato sempre, e solo: « Avanti sempre, Savoia! Viva il Re, viva la Regina, viva l'esercito, viva l'Italia! »: [828, 541, 1021, 603]
- section-heading-roma: ROMA: [642, 1420, 793, 1469]
